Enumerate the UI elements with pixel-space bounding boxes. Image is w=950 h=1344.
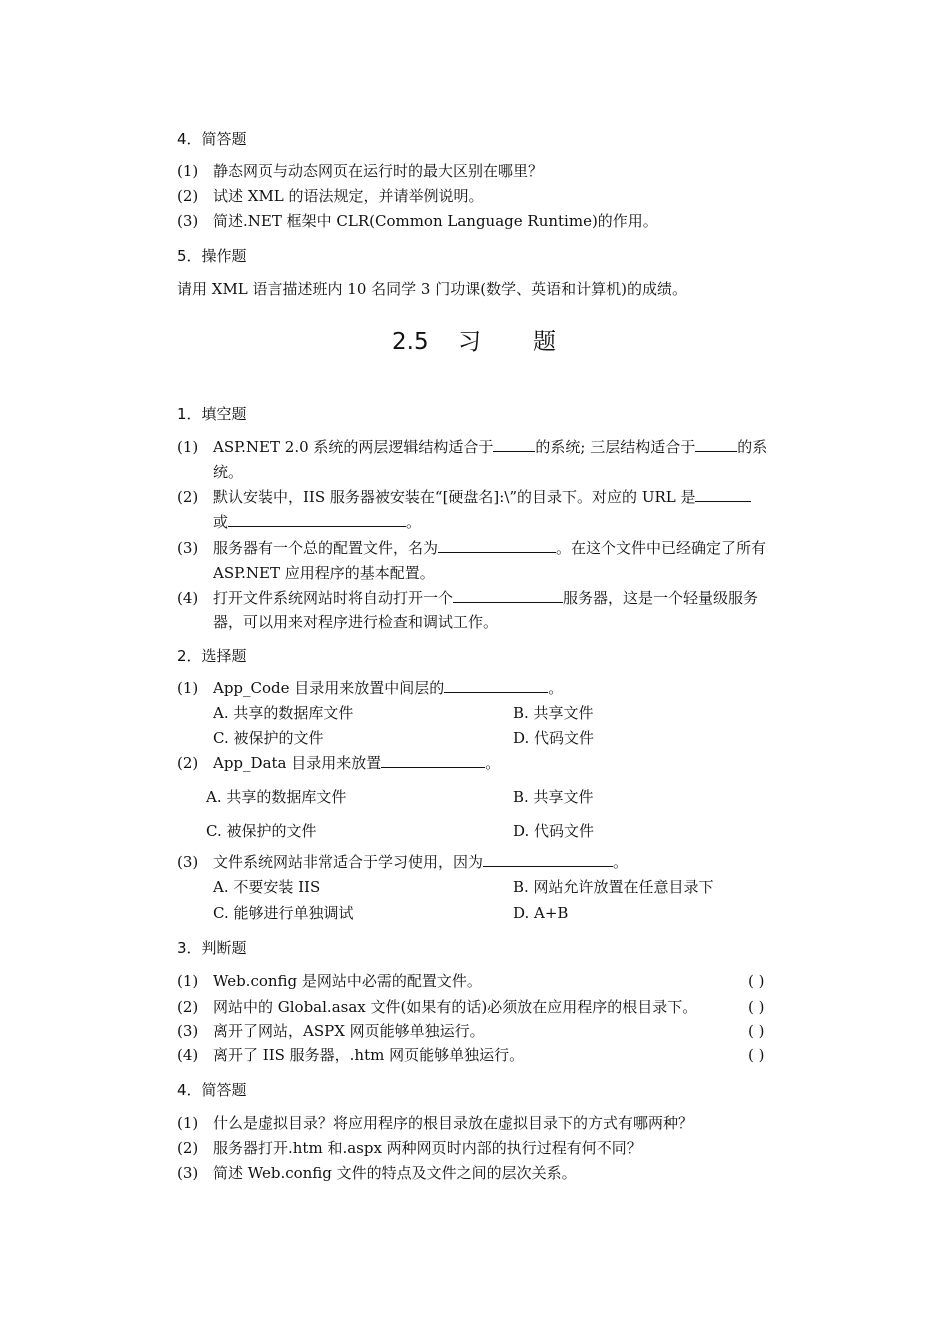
option-c[interactable]: C. 被保护的文件	[213, 729, 324, 747]
option-d[interactable]: D. 代码文件	[513, 729, 595, 747]
item-number: (4)	[177, 1046, 199, 1064]
question-segment: 。在这个文件中已经确定了所有	[556, 539, 767, 557]
question-text	[213, 588, 758, 608]
question-segment: 服务器，这是一个轻量级服务	[563, 589, 759, 607]
question-text: 网站中的 Global.asax 文件(如果有的话)必须放在应用程序的根目录下。	[213, 998, 698, 1016]
section-title-char: 题	[533, 329, 556, 355]
option-b[interactable]: B. 共享文件	[513, 704, 594, 722]
option-b[interactable]: B. 网站允许放置在任意目录下	[513, 878, 714, 896]
section-heading-fill-blank: 1．填空题	[177, 405, 247, 423]
question-text-cont	[213, 512, 421, 532]
question-segment: 打开文件系统网站时将自动打开一个	[213, 589, 454, 607]
answer-blank[interactable]	[493, 437, 535, 452]
question-text-cont: ASP.NET 应用程序的基本配置。	[213, 564, 435, 582]
section-number: 2.5	[392, 329, 429, 355]
question-segment: ASP.NET 2.0 系统的两层逻辑结构适合于	[213, 438, 494, 456]
question-segment: 的系	[737, 438, 768, 456]
answer-blank[interactable]	[695, 437, 737, 452]
option-d[interactable]: D. A+B	[513, 904, 569, 922]
question-text	[213, 678, 563, 698]
section-heading-choice: 2．选择题	[177, 647, 247, 665]
item-number: (3)	[177, 539, 199, 557]
question-text-cont: 统。	[213, 463, 244, 481]
question-segment: 或	[213, 513, 229, 531]
question-text: 试述 XML 的语法规定，并请举例说明。	[213, 187, 484, 205]
question-text: 服务器打开.htm 和.aspx 两种网页时内部的执行过程有何不同？	[213, 1139, 642, 1157]
answer-blank[interactable]	[381, 753, 485, 768]
section-title-char: 习	[458, 329, 481, 355]
question-text	[213, 487, 751, 507]
item-number: (2)	[177, 998, 199, 1016]
item-number: (2)	[177, 1139, 199, 1157]
question-text	[213, 538, 766, 558]
item-number: (3)	[177, 1164, 199, 1182]
section-heading-short-answer: 4．简答题	[177, 130, 247, 148]
question-segment: 的系统; 三层结构适合于	[535, 438, 696, 456]
question-segment: 。	[613, 853, 629, 871]
question-text	[213, 437, 767, 457]
operation-text: 请用 XML 语言描述班内 10 名同学 3 门功课(数学、英语和计算机)的成绩。	[177, 280, 687, 298]
question-segment: 服务器有一个总的配置文件，名为	[213, 539, 439, 557]
answer-parentheses[interactable]: ( )	[748, 998, 765, 1016]
question-text	[213, 753, 500, 773]
answer-blank[interactable]	[228, 512, 406, 527]
item-number: (3)	[177, 212, 199, 230]
question-segment: 。	[485, 754, 501, 772]
question-text: 什么是虚拟目录？将应用程序的根目录放在虚拟目录下的方式有哪两种？	[213, 1114, 694, 1132]
answer-parentheses[interactable]: ( )	[748, 1022, 765, 1040]
question-segment: 。	[548, 679, 564, 697]
section-heading-judge: 3．判断题	[177, 939, 247, 957]
question-segment: 。	[406, 513, 422, 531]
item-number: (4)	[177, 589, 199, 607]
section-heading-short-answer: 4．简答题	[177, 1081, 247, 1099]
section-heading-operation: 5．操作题	[177, 247, 247, 265]
answer-blank[interactable]	[483, 852, 613, 867]
answer-parentheses[interactable]: ( )	[748, 1046, 765, 1064]
question-text: 离开了网站，ASPX 网页能够单独运行。	[213, 1022, 485, 1040]
answer-blank[interactable]	[444, 678, 548, 693]
question-segment: 默认安装中，IIS 服务器被安装在“[硬盘名]:\”的目录下。对应的 URL 是	[213, 488, 696, 506]
option-c[interactable]: C. 能够进行单独调试	[213, 904, 354, 922]
answer-blank[interactable]	[695, 487, 751, 502]
question-text: Web.config 是网站中必需的配置文件。	[213, 972, 482, 990]
answer-parentheses[interactable]: ( )	[748, 972, 765, 990]
question-text: 简述.NET 框架中 CLR(Common Language Runtime)的作用。	[213, 212, 658, 230]
question-segment: App_Data 目录用来放置	[213, 754, 382, 772]
item-number: (1)	[177, 162, 199, 180]
answer-blank[interactable]	[453, 588, 563, 603]
question-text	[213, 852, 628, 872]
option-a[interactable]: A. 共享的数据库文件	[206, 788, 347, 806]
question-segment: 文件系统网站非常适合于学习使用，因为	[213, 853, 484, 871]
item-number: (1)	[177, 679, 199, 697]
question-text: 简述 Web.config 文件的特点及文件之间的层次关系。	[213, 1164, 577, 1182]
item-number: (1)	[177, 1114, 199, 1132]
item-number: (2)	[177, 754, 199, 772]
item-number: (1)	[177, 972, 199, 990]
option-a[interactable]: A. 不要安装 IIS	[213, 878, 321, 896]
option-c[interactable]: C. 被保护的文件	[206, 822, 317, 840]
option-a[interactable]: A. 共享的数据库文件	[213, 704, 354, 722]
option-d[interactable]: D. 代码文件	[513, 822, 595, 840]
item-number: (2)	[177, 488, 199, 506]
question-text: 静态网页与动态网页在运行时的最大区别在哪里？	[213, 162, 544, 180]
question-text-cont: 器，可以用来对程序进行检查和调试工作。	[213, 613, 499, 631]
question-segment: App_Code 目录用来放置中间层的	[213, 679, 445, 697]
option-b[interactable]: B. 共享文件	[513, 788, 594, 806]
answer-blank[interactable]	[438, 538, 556, 553]
item-number: (3)	[177, 853, 199, 871]
item-number: (3)	[177, 1022, 199, 1040]
item-number: (2)	[177, 187, 199, 205]
question-text: 离开了 IIS 服务器，.htm 网页能够单独运行。	[213, 1046, 525, 1064]
item-number: (1)	[177, 438, 199, 456]
